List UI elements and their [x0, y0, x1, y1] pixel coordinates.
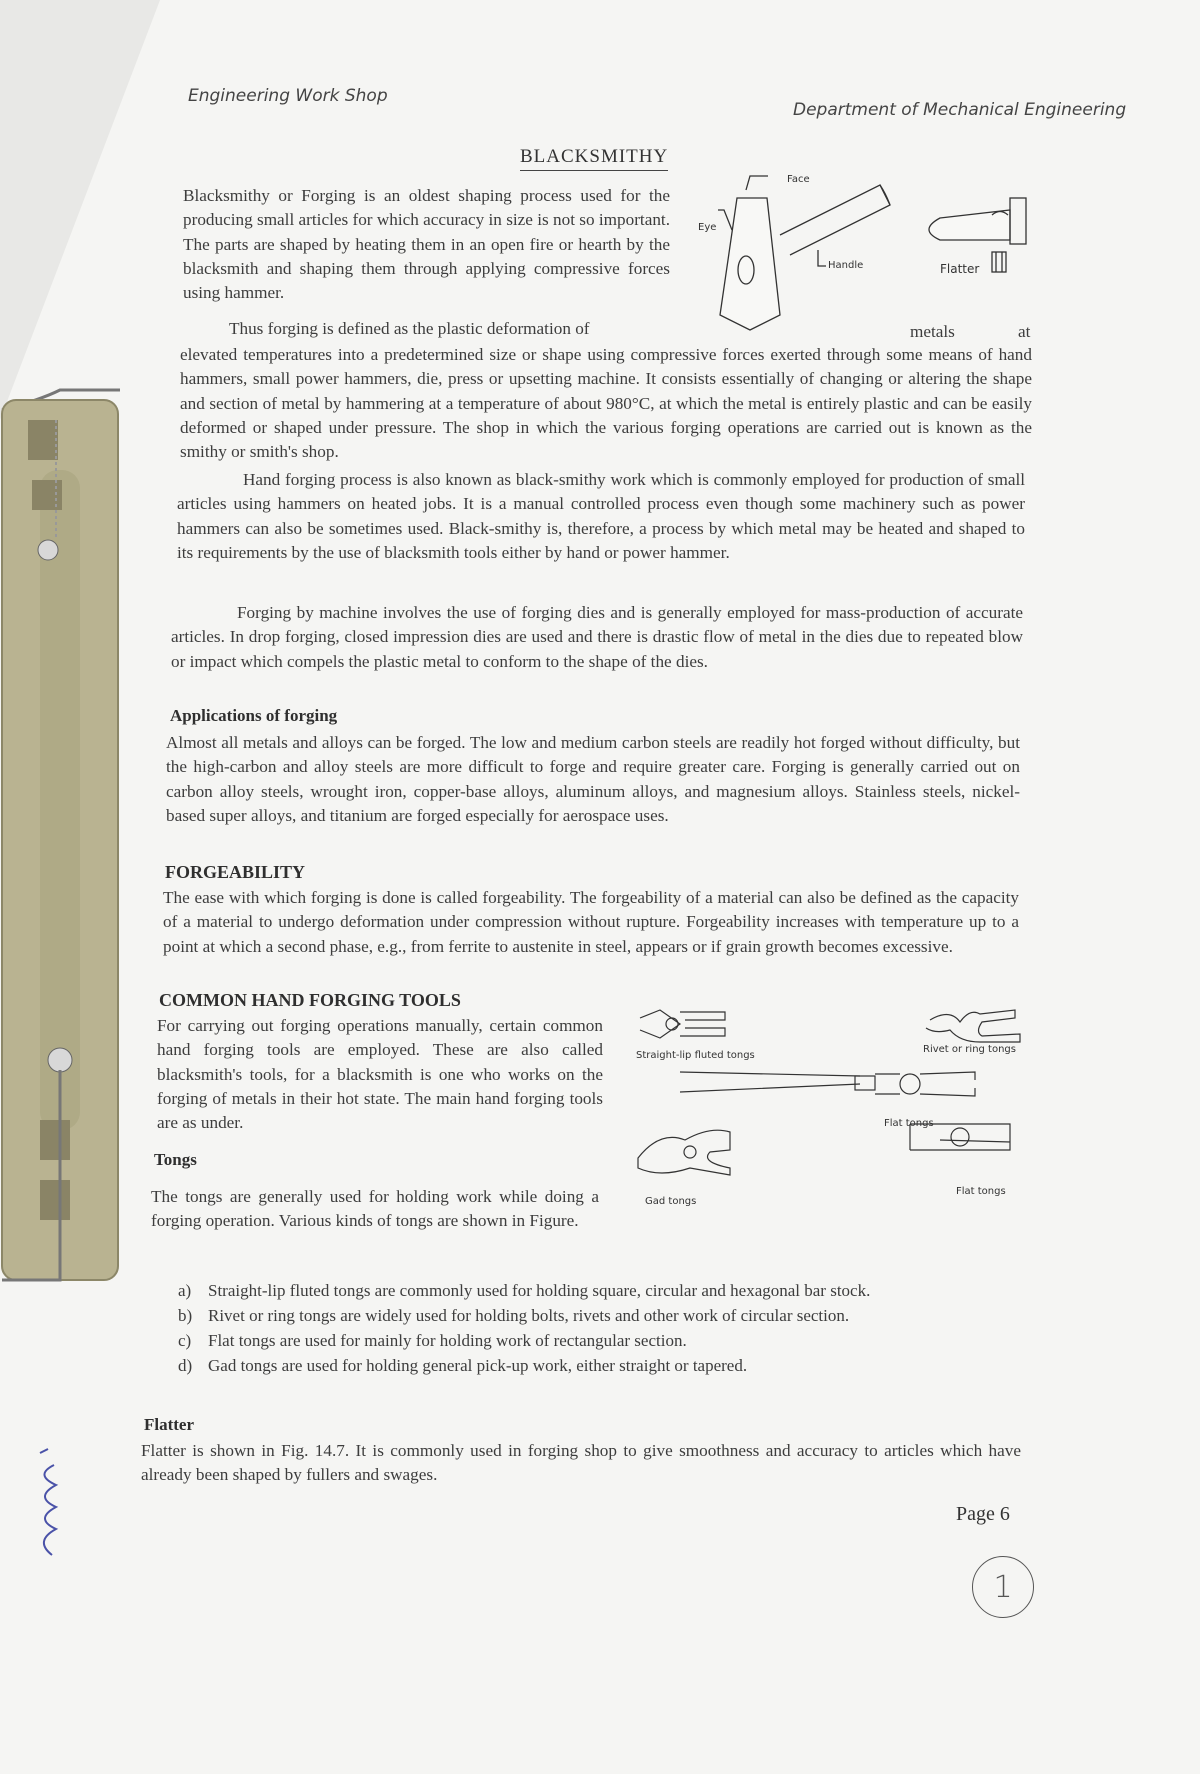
- list-item: [178, 1278, 870, 1303]
- figure-label-straight-lip-tongs: Straight-lip fluted tongs: [636, 1050, 755, 1061]
- forgeability-heading: FORGEABILITY: [165, 862, 306, 882]
- figure-label-gad-tongs: Gad tongs: [645, 1196, 697, 1207]
- paragraph-3: Hand forging process is also known as black-smithy work which is commonly employed for production of small articles using hammers on heated jobs. It is a manual controlled process even though some machinery such as power hammers can also be sometimes used. Black-smithy is, therefore, a process by which metal may be heated and shaped to its requirements by the use of blacksmith tools either by hand or power hammer.: [177, 470, 1025, 562]
- flatter-heading: Flatter: [144, 1415, 195, 1434]
- list-item: [178, 1353, 870, 1378]
- list-marker: a): [178, 1281, 192, 1300]
- paragraph-2-metals: metals: [910, 322, 955, 341]
- figure-label-face: Face: [787, 174, 810, 185]
- list-marker: c): [178, 1331, 192, 1350]
- paragraph-2-rest: elevated temperatures into a predetermined size or shape using compressive forces exerted through some means of hand hammers, small power hammers, die, press or upsetting machine. It consists essentially of changing or altering the shape and section of metal by hammering at a temperature of about 980°C, at which the metal is entirely plastic and can be easily deformed or shaped under pressure. The shop in which the various forging operations are carried out is known as the smithy or smith's shop.: [180, 345, 1032, 462]
- list-text: Rivet or ring tongs are widely used for holding bolts, rivets and other work of circular section.: [208, 1306, 850, 1325]
- applications-heading: Applications of forging: [170, 706, 338, 725]
- applications-paragraph: Almost all metals and alloys can be forged. The low and medium carbon steels are readily hot forged without difficulty, but the high-carbon and alloy steels are more difficult to forge and require greater care. Forging is generally carried out on carbon alloy steels, wrought iron, copper-base alloys, aluminum alloys, and magnesium alloys. Stainless steels, nickel-based super alloys, and titanium are forged especially for aerospace uses.: [166, 733, 1020, 825]
- list-item: [178, 1303, 870, 1328]
- tongs-list: [178, 1278, 870, 1378]
- paragraph-2-at: at: [1018, 322, 1031, 341]
- page-number: Page 6: [956, 1503, 1010, 1525]
- tongs-paragraph: The tongs are generally used for holding work while doing a forging operation. Various kinds of tongs are shown in Figure.: [151, 1187, 599, 1231]
- figure-label-flat-tongs-2: Flat tongs: [956, 1186, 1006, 1197]
- figure-label-rivet-tongs: Rivet or ring tongs: [923, 1044, 1016, 1055]
- figure-label-eye: Eye: [698, 222, 717, 233]
- page-fold-shadow: [0, 0, 160, 420]
- tools-paragraph: For carrying out forging operations manually, certain common hand forging tools are employed. These are also called blacksmith's tools, for a blacksmith is one who works on the forging of metals in their hot state. The main hand forging tools are as under.: [157, 1016, 603, 1133]
- handwritten-mark: [30, 1445, 70, 1565]
- paragraph-2-start: [229, 317, 669, 341]
- flatter-paragraph: Flatter is shown in Fig. 14.7. It is commonly used in forging shop to give smoothness and accuracy to articles which have already been shaped by fullers and swages.: [141, 1441, 1021, 1485]
- page-title: BLACKSMITHY: [520, 146, 668, 171]
- list-marker: d): [178, 1356, 193, 1375]
- paragraph-2-start-text: Thus forging is defined as the plastic deformation of: [229, 319, 590, 338]
- intro-paragraph: Blacksmithy or Forging is an oldest shaping process used for the producing small articles for which accuracy in size is not so important. The parts are shaped by heating them in an open fire or hearth by the blacksmith and shaping them through applying compressive forces using hammer.: [183, 186, 670, 303]
- list-text: Gad tongs are used for holding general pick-up work, either straight or tapered.: [208, 1356, 748, 1375]
- figure-label-handle: Handle: [828, 260, 864, 271]
- tongs-heading: Tongs: [154, 1150, 197, 1169]
- binder-clip: [0, 380, 120, 1300]
- figure-label-flatter: Flatter: [940, 262, 980, 276]
- figure-label-flat-tongs-1: Flat tongs: [884, 1118, 934, 1129]
- header-left: Engineering Work Shop: [188, 86, 388, 106]
- list-text: Straight-lip fluted tongs are commonly used for holding square, circular and hexagonal bar stock.: [208, 1281, 871, 1300]
- header-right: Department of Mechanical Engineering: [793, 100, 1127, 120]
- list-text: Flat tongs are used for mainly for holding work of rectangular section.: [208, 1331, 687, 1350]
- circled-number: 1: [972, 1556, 1034, 1618]
- tongs-figure: [630, 1000, 1050, 1210]
- paragraph-4: Forging by machine involves the use of forging dies and is generally employed for mass-production of accurate articles. In drop forging, closed impression dies are used and there is drastic flow of metal in the dies due to repeated blow or impact which compels the plastic metal to conform to the shape of the dies.: [171, 603, 1023, 671]
- tools-heading: COMMON HAND FORGING TOOLS: [159, 990, 461, 1010]
- list-item: [178, 1328, 870, 1353]
- list-marker: b): [178, 1306, 193, 1325]
- hammer-figure: [690, 170, 1070, 340]
- forgeability-paragraph: The ease with which forging is done is called forgeability. The forgeability of a material can also be defined as the capacity of a material to undergo deformation under compression without rupture. Forgeability increases with temperature up to a point at which a second phase, e.g., from ferrite to austenite in steel, appears or if grain growth becomes excessive.: [163, 888, 1019, 956]
